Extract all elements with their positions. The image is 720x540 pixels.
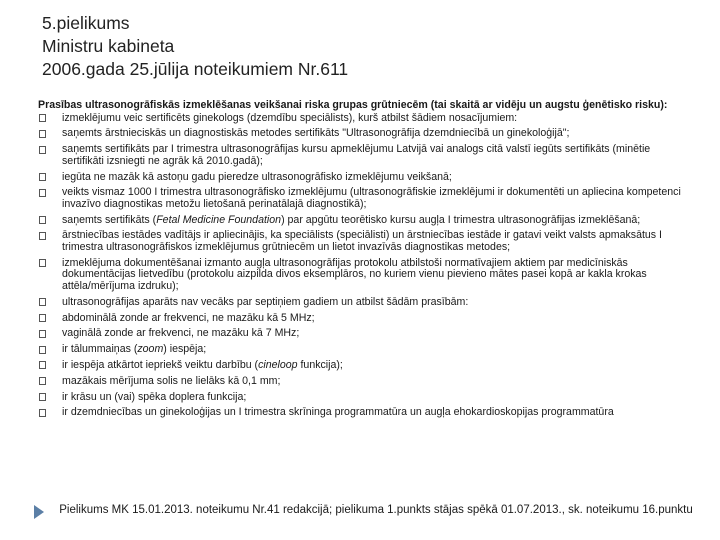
list-item — [38, 187, 688, 210]
list-item-text-part: ) iespēja; — [163, 343, 207, 356]
list-item-text — [62, 344, 688, 356]
list-item-text: abdominālā zonde ar frekvenci, ne mazāku kā 5 MHz; — [62, 311, 315, 324]
checkbox-bullet-icon — [39, 173, 46, 181]
list-item-text: ultrasonogrāfijas aparāts nav vecāks par septiņiem gadiem un atbilst šādām prasībām: — [62, 295, 469, 308]
list-item — [38, 230, 688, 253]
list-item — [38, 360, 688, 372]
list-item — [38, 144, 688, 167]
footer-text: Pielikums MK 15.01.2013. noteikumu Nr.41 redakcijā; pielikuma 1.punkts stājas spēkā 01.07.2013., sk. noteikumu 16.punktu — [59, 504, 693, 516]
footer-note — [30, 503, 700, 537]
list-item — [38, 113, 688, 125]
list-item-text: ir dzemdniecības un ginekoloģijas un I trimestra skrīninga programmatūra un augļa ehokardioskopijas programmatūra — [62, 406, 614, 419]
checkbox-bullet-icon — [39, 330, 46, 338]
title-line-3: 2006.gada 25.jūlija noteikumiem Nr.611 — [42, 59, 349, 79]
list-item — [38, 407, 688, 419]
checkbox-bullet-icon — [39, 314, 46, 322]
list-item-text-italic: Fetal Medicine Foundation — [156, 213, 282, 226]
checkbox-bullet-icon — [39, 259, 46, 267]
requirements-section — [38, 100, 688, 423]
list-item-text-italic: cineloop — [258, 358, 298, 371]
title-line-1: 5.pielikums — [42, 13, 130, 33]
list-item-text-italic: zoom — [137, 343, 164, 356]
page-title — [42, 12, 682, 81]
checkbox-bullet-icon — [39, 377, 46, 385]
list-item — [38, 172, 688, 184]
list-item — [38, 297, 688, 309]
list-item-text: mazākais mērījuma solis ne lielāks kā 0,1 mm; — [62, 374, 281, 387]
list-item-text-part: ir tālummaiņas ( — [62, 343, 138, 356]
list-item — [38, 313, 688, 325]
list-item-text: ārstniecības iestādes vadītājs ir apliecinājis, ka speciālists (speciālisti) un ārstniecības iestāde ir gatavi veikt valsts apmaksātus I trimestra ultrasonogrāfiskos izmeklējumus grūtniecēm un lietot invazīvās diagnostikas metodes; — [62, 229, 662, 254]
list-item-text: veikts vismaz 1000 I trimestra ultrasonogrāfisko izmeklējumu (ultrasonogrāfiskie izmeklējumi ir dokumentēti un apliecina kompetenci invazīvo diagnostikas metožu lietošanā perinatālajā diagnostikā); — [62, 186, 681, 210]
list-item — [38, 215, 688, 227]
list-item-text — [62, 215, 688, 227]
checkbox-bullet-icon — [39, 298, 46, 306]
checkbox-bullet-icon — [39, 216, 46, 224]
list-item-text: izmeklējuma dokumentēšanai izmanto augļa ultrasonogrāfijas protokolu atbilstoši normatīvajiem aktiem par medicīniskās dokumentācijas lietvedību (protokolu aizpilda divos eksemplāros, no kuriem vienu pievieno mātes pasei kopā ar kakla krokas attēla/mērījuma izdruku); — [62, 256, 647, 293]
list-item — [38, 128, 688, 140]
list-item-text: saņemts sertifikāts par I trimestra ultrasonogrāfijas kursu apmeklējumu Latvijā vai analogs citā valstī iegūts sertifikāts (minētie sertifikāti izsniegti ne agrāk kā 2010.gadā); — [62, 143, 651, 167]
checkbox-bullet-icon — [39, 393, 46, 401]
list-item-text: saņemts ārstnieciskās un diagnostiskās metodes sertifikāts "Ultrasonogrāfija dzemdniecībā un ginekoloģijā"; — [62, 127, 570, 140]
checkbox-bullet-icon — [39, 114, 46, 122]
requirements-list — [38, 113, 688, 419]
requirements-intro — [38, 100, 688, 112]
checkbox-bullet-icon — [39, 409, 46, 417]
list-item-text: iegūta ne mazāk kā astoņu gadu pieredze ultrasonogrāfisko izmeklējumu veikšanā; — [62, 170, 452, 183]
list-item-text-part: ) par apgūtu teorētisko kursu augļa I trimestra ultrasonogrāfijas izmeklēšanā; — [281, 213, 641, 226]
list-item-text — [62, 360, 688, 372]
list-item-text-part: saņemts sertifikāts ( — [62, 213, 157, 226]
checkbox-bullet-icon — [39, 189, 46, 197]
title-line-2: Ministru kabineta — [42, 36, 175, 56]
list-item — [38, 376, 688, 388]
list-item-text: ir krāsu un (vai) spēka doplera funkcija; — [62, 390, 247, 403]
list-item — [38, 392, 688, 404]
list-item-text: izmeklējumu veic sertificēts ginekologs (dzemdību speciālists), kurš atbilst šādiem nosacījumiem: — [62, 111, 518, 124]
checkbox-bullet-icon — [39, 361, 46, 369]
list-item — [38, 258, 688, 293]
list-item-text: vaginālā zonde ar frekvenci, ne mazāku kā 7 MHz; — [62, 327, 300, 340]
list-item — [38, 344, 688, 356]
checkbox-bullet-icon — [39, 346, 46, 354]
checkbox-bullet-icon — [39, 130, 46, 138]
list-item-text-part: funkcija); — [297, 358, 343, 371]
list-item-text-part: ir iespēja atkārtot iepriekš veiktu darbību ( — [62, 358, 259, 371]
checkbox-bullet-icon — [39, 232, 46, 240]
requirements-intro-text: Prasības ultrasonogrāfiskās izmeklēšanas veikšanai riska grupas grūtniecēm (tai skaitā ar vidēju un augstu ģenētisko risku): — [38, 99, 668, 111]
checkbox-bullet-icon — [39, 146, 46, 154]
list-item — [38, 328, 688, 340]
